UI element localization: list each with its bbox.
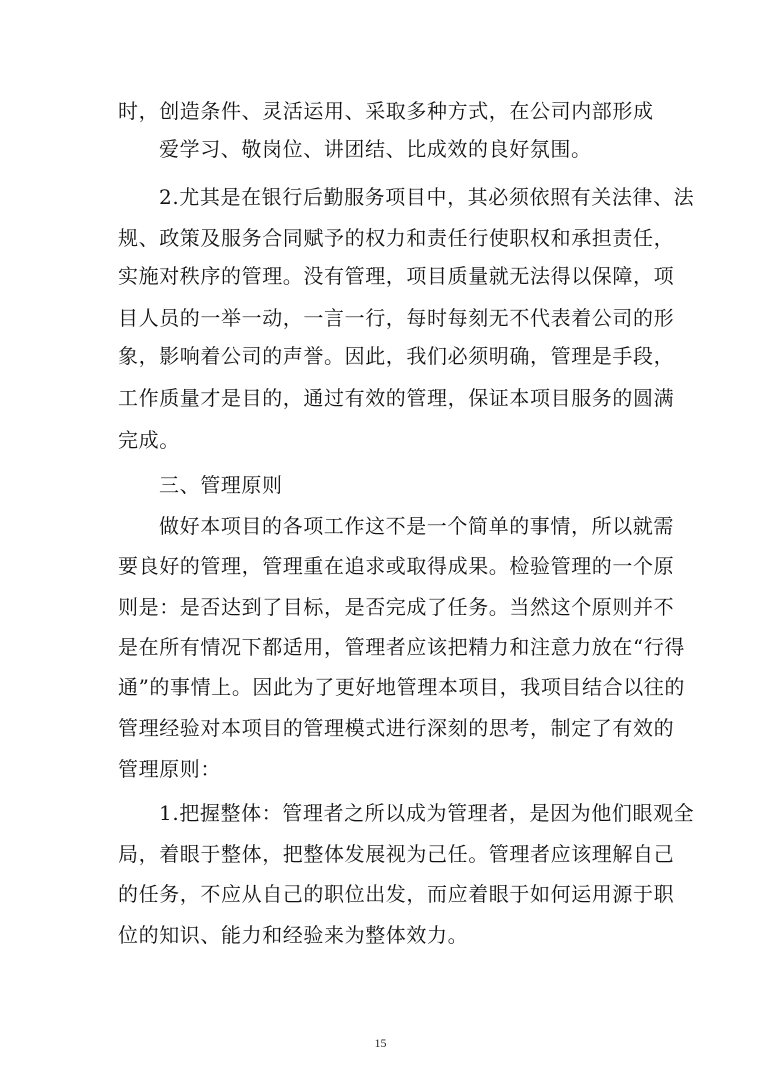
text-line: 象，影响着公司的声誉。因此，我们必须明确，管理是手段， [118,344,675,368]
text-line: 是在所有情况下都适用，管理者应该把精力和注意力放在“行得 [118,635,686,659]
text-line: 爱学习、敬岗位、讲团结、比成效的良好氛围。 [159,137,592,161]
page-number: 15 [374,1036,387,1050]
section-heading: 三、管理原则 [159,473,283,497]
text-line: 的任务，不应从自己的职位出发，而应着眼于如何运用源于职 [118,882,675,906]
text-line: 目人员的一举一动，一言一行，每时每刻无不代表着公司的形 [118,306,675,330]
text-line: 管理经验对本项目的管理模式进行深刻的思考，制定了有效的 [118,716,675,740]
text-line: 做好本项目的各项工作这不是一个简单的事情，所以就需 [159,514,674,538]
text-line: 管理原则： [118,757,221,781]
text-line: 要良好的管理，管理重在追求或取得成果。检验管理的一个原 [118,554,675,578]
text-line: 1.把握整体：管理者之所以成为管理者，是因为他们眼观全 [159,801,695,825]
text-line: 工作质量才是目的，通过有效的管理，保证本项目服务的圆满 [118,386,675,410]
text-line: 完成。 [118,428,180,452]
text-line: 时，创造条件、灵活运用、采取多种方式，在公司内部形成 [118,99,654,123]
text-line: 通”的事情上。因此为了更好地管理本项目，我项目结合以往的 [118,675,686,699]
text-line: 局，着眼于整体，把整体发展视为己任。管理者应该理解自己 [118,842,675,866]
text-line: 2.尤其是在银行后勤服务项目中，其必须依照有关法律、法 [159,185,695,209]
text-line: 规、政策及服务合同赋予的权力和责任行使职权和承担责任， [118,226,675,250]
text-line: 位的知识、能力和经验来为整体效力。 [118,923,469,947]
text-line: 则是：是否达到了目标，是否完成了任务。当然这个原则并不 [118,595,675,619]
text-line: 实施对秩序的管理。没有管理，项目质量就无法得以保障，项 [118,264,675,288]
